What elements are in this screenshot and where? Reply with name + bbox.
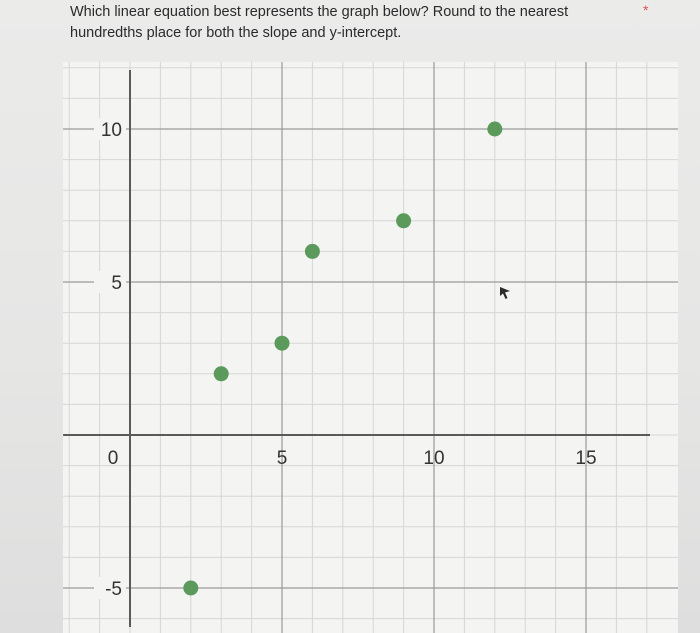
y-tick-label: 10 — [100, 120, 122, 141]
data-point — [275, 336, 290, 351]
x-tick-label: 15 — [575, 448, 597, 469]
data-point — [214, 366, 229, 381]
x-tick-label: 5 — [276, 448, 288, 469]
scatter-chart — [63, 62, 678, 633]
x-tick-label: 10 — [423, 448, 445, 469]
y-tick-label: -5 — [105, 579, 122, 600]
required-asterisk: * — [643, 2, 649, 18]
data-point — [183, 581, 198, 596]
arrow-cursor-icon — [498, 286, 512, 300]
y-tick-label: 5 — [111, 273, 122, 294]
question-text: Which linear equation best represents the graph below? Round to the nearest hundredths place for both the slope and y-intercept. — [70, 4, 569, 41]
data-point — [305, 244, 320, 259]
data-point — [396, 213, 411, 228]
origin-label: 0 — [107, 448, 119, 469]
data-point — [487, 122, 502, 137]
chart-svg — [63, 62, 678, 633]
